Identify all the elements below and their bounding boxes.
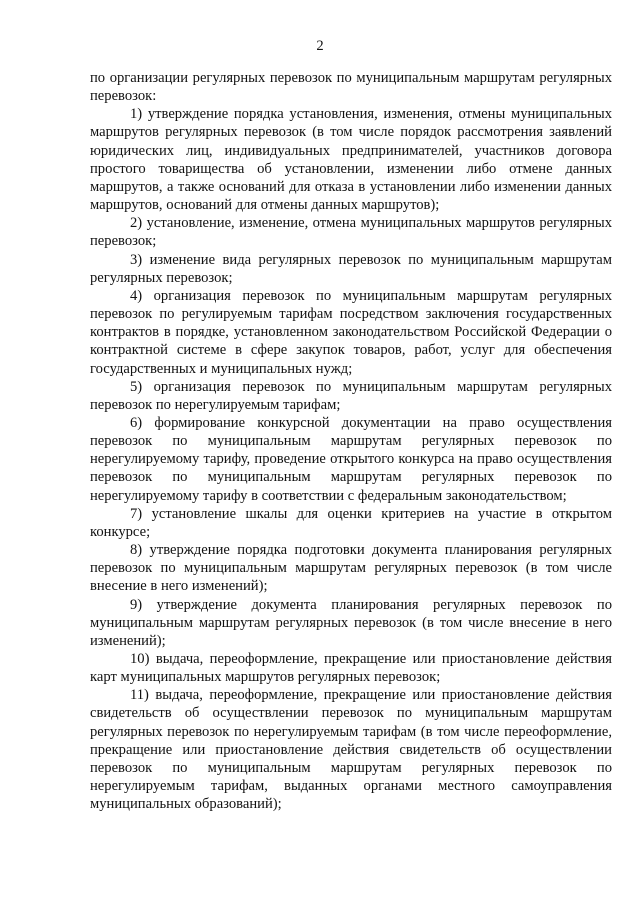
list-item-1: 1) утверждение порядка установления, изменения, отмены муниципальных маршрутов регулярных перевозок (в том числе порядок рассмотрения заявлений юридических лиц, индивидуальных предпринимателей, участников договора простого товарищества об установлении, изменении либо отмене данных маршрутов, а также оснований для отказа в установлении либо изменении данных маршрутов, оснований для отмены данных маршрутов);	[90, 106, 612, 214]
list-item-2: 2) установление, изменение, отмена муниципальных маршрутов регулярных перевозок;	[90, 215, 612, 250]
list-item-5: 5) организация перевозок по муниципальным маршрутам регулярных перевозок по нерегулируемым тарифам;	[90, 378, 612, 413]
document-body	[90, 69, 612, 813]
list-item-4: 4) организация перевозок по муниципальным маршрутам регулярных перевозок по регулируемым тарифам посредством заключения государственных контрактов в порядке, установленном законодательством Российской Федерации о контрактной системе в сфере закупок товаров, работ, услуг для обеспечения государственных и муниципальных нужд;	[90, 287, 612, 377]
list-item-3: 3) изменение вида регулярных перевозок по муниципальным маршрутам регулярных перевозок;	[90, 251, 612, 286]
list-item-11: 11) выдача, переоформление, прекращение или приостановление действия свидетельств об осуществлении перевозок по муниципальным маршрутам регулярных перевозок по нерегулируемым тарифам (в том числе переоформление, прекращение или приостановление действия свидетельств об осуществлении перевозок по муниципальным маршрутам регулярных перевозок по нерегулируемым тарифам, выданных органами местного самоуправления муниципальных образований);	[90, 687, 612, 813]
paragraph-intro: по организации регулярных перевозок по муниципальным маршрутам регулярных перевозок:	[90, 70, 612, 105]
page-number: 2	[316, 38, 324, 54]
list-item-10: 10) выдача, переоформление, прекращение или приостановление действия карт муниципальных маршрутов регулярных перевозок;	[90, 651, 612, 686]
list-item-6: 6) формирование конкурсной документации на право осуществления перевозок по муниципальным маршрутам регулярных перевозок по нерегулируемому тарифу, проведение открытого конкурса на право осуществления перевозок по муниципальным маршрутам регулярных перевозок по нерегулируемому тарифу в соответствии с федеральным законодательством;	[90, 414, 612, 504]
list-item-8: 8) утверждение порядка подготовки документа планирования регулярных перевозок по муниципальным маршрутам регулярных перевозок (в том числе внесение в него изменений);	[90, 542, 612, 595]
list-item-7: 7) установление шкалы для оценки критериев на участие в открытом конкурсе;	[90, 505, 612, 540]
list-item-9: 9) утверждение документа планирования регулярных перевозок по муниципальным маршрутам регулярных перевозок (в том числе внесение в него изменений);	[90, 596, 612, 649]
